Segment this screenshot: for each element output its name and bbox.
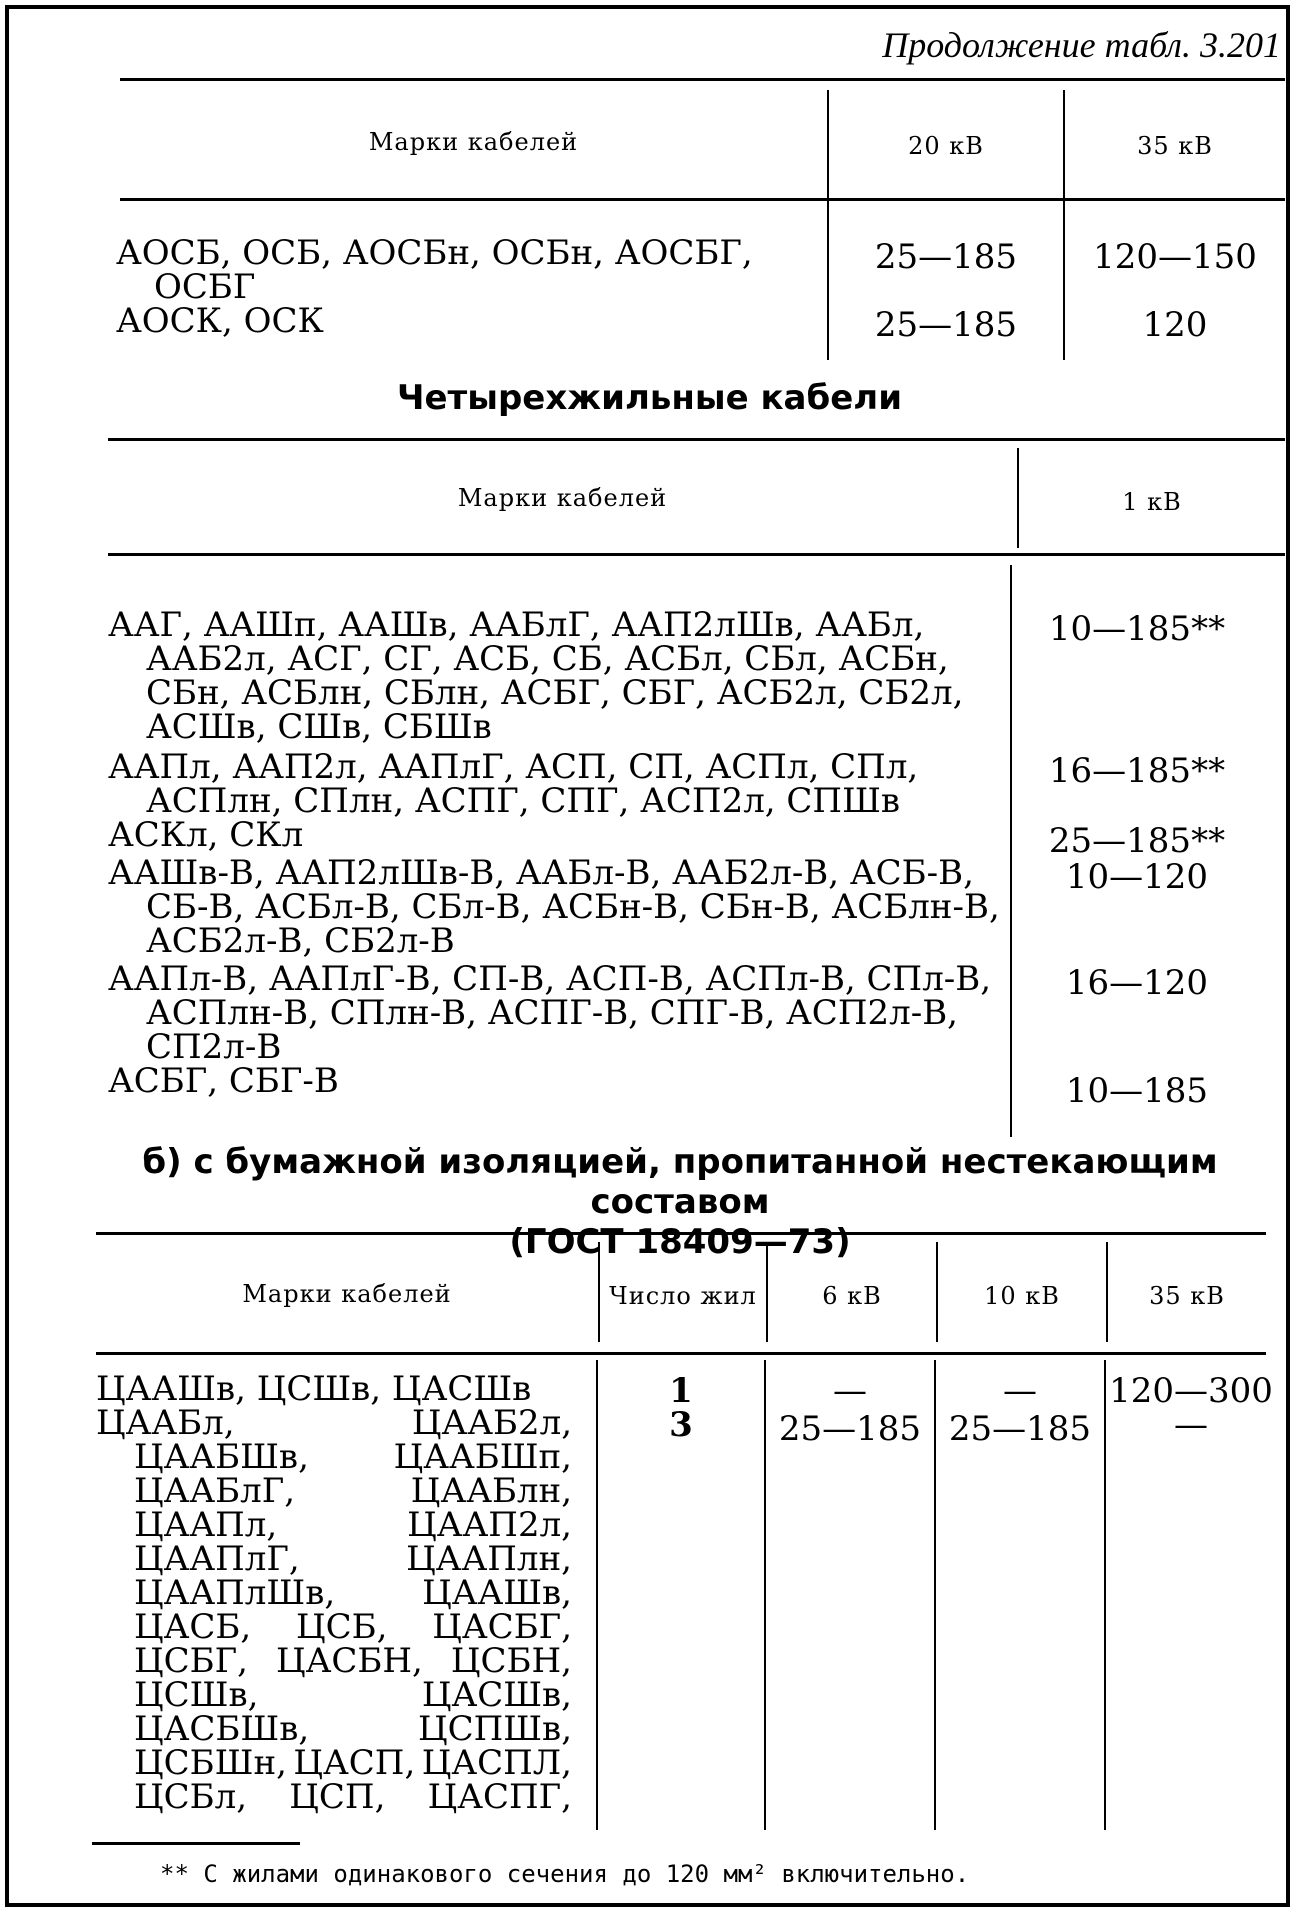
table1-row2-35kv: 120 xyxy=(1142,305,1208,345)
table3-header-35kv: 35 кВ xyxy=(1149,1282,1225,1310)
table3-row1-35kv: 120—300 xyxy=(1109,1371,1273,1411)
table2-header-marks: Марки кабелей xyxy=(457,484,668,512)
table3-header-cores: Число жил xyxy=(609,1282,757,1310)
continuation-caption: Продолжение табл. 3.201 xyxy=(882,25,1281,65)
table3-row2-cores: 3 xyxy=(669,1405,693,1445)
table1-header-20kv: 20 кВ xyxy=(908,132,984,160)
table2-row6-1kv: 10—185 xyxy=(1065,1071,1209,1111)
table2-row4-1kv: 10—120 xyxy=(1065,857,1209,897)
table2-row5-1kv: 16—120 xyxy=(1065,963,1209,1003)
table2-row5-marks: ААПл-В, ААПлГ-В, СП-В, АСП-В, АСПл-В, СПл-В, АСПлн-В, СПлн-В, АСПГ-В, СПГ-В, АСП2л-В, СП2л-В xyxy=(108,959,992,1067)
table1-header-35kv: 35 кВ xyxy=(1137,132,1213,160)
table2-row4-marks: ААШв-В, ААП2лШв-В, ААБл-В, ААБ2л-В, АСБ-В, СБ-В, АСБл-В, СБл-В, АСБн-В, СБн-В, АСБлн-В, АСБ2л-В, СБ2л-В xyxy=(108,853,1000,961)
table2-row2-1kv: 16—185** xyxy=(1048,751,1226,791)
table1-row1-marks: АОСБ, ОСБ, АОСБн, ОСБн, АОСБГ, ОСБГ xyxy=(116,233,753,307)
table1-header-marks: Марки кабелей xyxy=(368,128,579,156)
table2-row6-marks: АСБГ, СБГ-В xyxy=(108,1061,339,1101)
table1-row1-20kv: 25—185 xyxy=(874,237,1018,277)
table3-row2-35kv: — xyxy=(1174,1405,1208,1445)
table3-row2-10kv: 25—185 xyxy=(948,1409,1092,1449)
table1-row2-20kv: 25—185 xyxy=(874,305,1018,345)
footnote-rule xyxy=(92,1842,300,1845)
table3-row1-6kv: — xyxy=(833,1371,867,1411)
table3-header-6kv: 6 кВ xyxy=(822,1282,882,1310)
table3-header-10kv: 10 кВ xyxy=(984,1282,1060,1310)
table3-row2-6kv: 25—185 xyxy=(778,1409,922,1449)
table2-row2-marks: ААПл, ААП2л, ААПлГ, АСП, СП, АСПл, СПл, АСПлн, СПлн, АСПГ, СПГ, АСП2л, СПШв xyxy=(108,747,919,821)
table1-row1-35kv: 120—150 xyxy=(1093,237,1257,277)
table1-row2-marks: АОСК, ОСК xyxy=(116,301,324,341)
table3-header-marks: Марки кабелей xyxy=(242,1280,452,1308)
table2-row3-marks: АСКл, СКл xyxy=(108,815,304,855)
table2-row1-marks: ААГ, ААШп, ААШв, ААБлГ, ААП2лШв, ААБл, ААБ2л, АСГ, СГ, АСБ, СБ, АСБл, СБл, АСБн, СБн, АСБлн, СБлн, АСБГ, СБГ, АСБ2л, СБ2л, АСШв, СШв, СБШв xyxy=(108,605,964,747)
table3-marks: ЦААШв, ЦСШв, ЦАСШв ЦААБл, ЦААБ2л, ЦААБШв, ЦААБШп, ЦААБлГ, ЦААБлн, ЦААПл, ЦААП2л, ЦААПлГ, ЦААПлн, ЦААПлШв, ЦААШв, ЦАСБ, ЦСБ, ЦАСБГ, ЦСБГ, ЦАСБН, ЦСБН, ЦСШв, ЦАСШв, ЦАСБШв, ЦСПШв, ЦСБШн, ЦАСП, ЦАСПЛ, ЦСБл, ЦСП, ЦАСПГ, xyxy=(96,1369,572,1817)
section-b-title: б) с бумажной изоляцией, пропитанной нестекающим составом (ГОСТ 18409—73) xyxy=(142,1142,1218,1262)
table2-row1-1kv: 10—185** xyxy=(1048,609,1226,649)
section-four-core-title: Четырехжильные кабели xyxy=(396,378,903,418)
table3-row1-10kv: — xyxy=(1003,1371,1037,1411)
table3-row1-cores: 1 xyxy=(669,1371,693,1411)
table2-row3-1kv: 25—185** xyxy=(1048,821,1226,861)
table2-header-1kv: 1 кВ xyxy=(1122,488,1182,516)
footnote: ** С жилами одинакового сечения до 120 мм² включительно. xyxy=(160,1860,970,1888)
